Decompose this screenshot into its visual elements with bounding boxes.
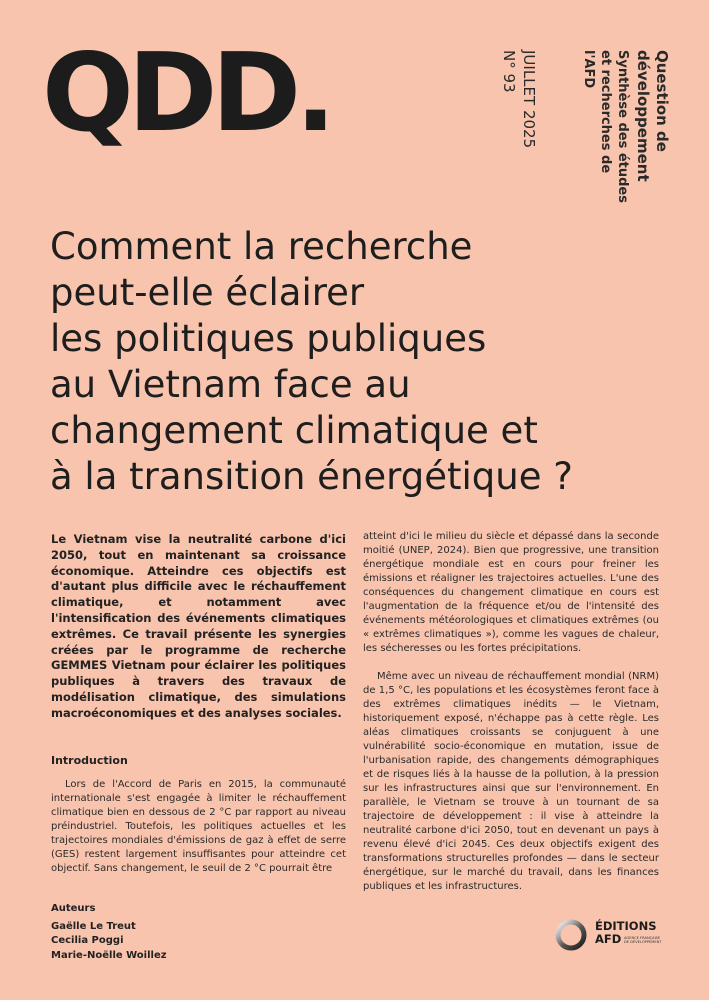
- publisher-name-line-2: AFD: [595, 932, 622, 946]
- publisher-tagline: AGENCE FRANÇAISE DE DÉVELOPPEMENT: [624, 936, 662, 945]
- abstract-text: Le Vietnam vise la neutralité carbone d'ici 2050, tout en maintenant sa croissance économique. Atteindre ces objectifs est d'autant plus difficile avec le réchauffement climatique, et notamment avec l'intensification des événements climatiques extrêmes. Ce travail présente les synergies créées par le programme de recherche GEMMES Vietnam pour éclairer les politiques publiques à travers des travaux de modélisation climatique, des simulations macroéconomiques et des analyses sociales.: [51, 532, 346, 720]
- authors-label: Auteurs: [51, 903, 96, 914]
- issue-info: [499, 50, 539, 148]
- title-line: à la transition énergétique ?: [50, 455, 573, 498]
- body-paragraph-2: Même avec un niveau de réchauffement mondial (NRM) de 1,5 °C, les populations et les écosystèmes feront face à des extrêmes climatiques inédits — le Vietnam, historiquement exposé, n'échappe pas à cette règle. Les aléas climatiques croissants se conjuguent à une vulnérabilité socio-économique en mutation, issue de l'urbanisation rapide, des changements démographiques et de risques liés à la hausse de la pollution, à la pression sur les infrastructures ainsi que sur l'environnement. En parallèle, le Vietnam se trouve à un tournant de sa trajectoire de développement : il vise à atteindre la neutralité carbone d'ici 2050, tout en devenant un pays à revenu élevé d'ici 2045. Ces deux objectifs exigent des transformations structurelles profondes — dans le secteur énergétique, sur le marché du travail, dans les finances publiques et les infrastructures.: [363, 671, 659, 892]
- abstract-column: [51, 532, 346, 722]
- subtitle-line-2: et recherches de: [598, 50, 613, 174]
- afd-ring-icon: [553, 917, 589, 953]
- series-line-1: Question de: [653, 50, 671, 152]
- title-line: les politiques publiques: [50, 317, 487, 360]
- subtitle-line-3: l'AFD: [581, 50, 596, 89]
- series-subtitle: [580, 50, 631, 203]
- series-line-2: développement: [634, 50, 652, 182]
- publisher-logo: [553, 917, 673, 959]
- authors-block: [51, 902, 167, 963]
- page-title: [50, 224, 680, 500]
- qdd-logo: QDD.: [42, 31, 331, 156]
- author-name: Marie-Noëlle Woillez: [51, 949, 167, 961]
- title-line: changement climatique et: [50, 409, 538, 452]
- title-line: au Vietnam face au: [50, 363, 411, 406]
- issue-date: JUILLET 2025: [520, 50, 538, 149]
- series-name: [633, 50, 671, 182]
- author-name: Gaëlle Le Treut: [51, 920, 136, 932]
- issue-number: N° 93: [500, 50, 518, 93]
- publisher-name-line-1: ÉDITIONS: [595, 919, 657, 933]
- title-line: peut-elle éclairer: [50, 271, 365, 314]
- right-column: [363, 530, 659, 908]
- intro-heading: Introduction: [51, 754, 128, 767]
- intro-text: Lors de l'Accord de Paris en 2015, la communauté internationale s'est engagée à limiter le réchauffement climatique bien en dessous de 2 °C par rapport au niveau préindustriel. Toutefois, les politiques actuelles et les trajectoires mondiales d'émissions de gaz à effet de serre (GES) restent largement insuffisantes pour atteindre cet objectif. Sans changement, le seuil de 2 °C pourrait être: [51, 779, 346, 874]
- title-line: Comment la recherche: [50, 225, 473, 268]
- subtitle-line-1: Synthèse des études: [615, 50, 630, 203]
- body-paragraph-1: atteint d'ici le milieu du siècle et dépassé dans la seconde moitié (UNEP, 2024). Bien que progressive, une transition énergétique mondiale est en cours pour freiner les émissions et réaligner les trajectoires actuelles. L'une des conséquences du changement climatique en cours est l'augmentation de la fréquence et/ou de l'intensité des événements météorologiques et climatiques extrêmes (ou « extrêmes climatiques »), comme les vagues de chaleur, les sécheresses ou les fortes précipitations.: [363, 531, 659, 654]
- author-name: Cecilia Poggi: [51, 935, 124, 946]
